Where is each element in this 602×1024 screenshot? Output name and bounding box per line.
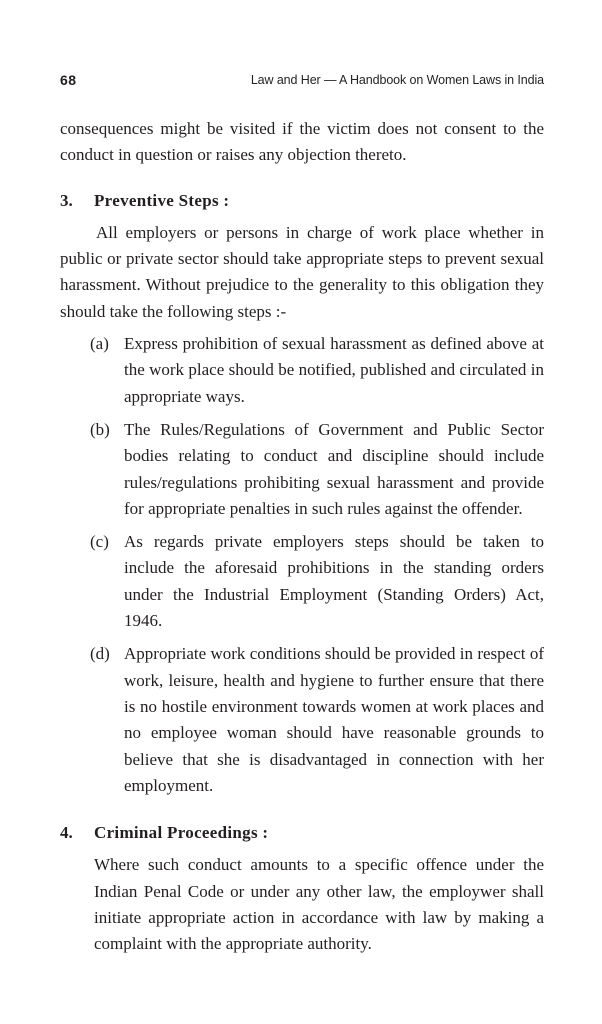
section-3-heading <box>60 188 544 214</box>
list-item <box>90 529 544 634</box>
section-3-number: 3. <box>60 190 73 210</box>
section-4-number: 4. <box>60 823 73 843</box>
running-header <box>60 72 544 94</box>
list-item <box>90 417 544 522</box>
list-item-text: Express prohibition of sexual harassment as defined above at the work place should be notified, published and circulated in appropriate ways. <box>124 334 544 406</box>
continued-paragraph: consequences might be visited if the victim does not consent to the conduct in question or raises any objection thereto. <box>60 119 544 165</box>
section-3-title: Preventive Steps : <box>94 190 230 210</box>
list-item-marker: (b) <box>90 419 110 439</box>
section-4-title: Criminal Proceedings : <box>94 823 269 843</box>
preventive-steps-list <box>60 331 544 799</box>
list-item-marker: (c) <box>90 532 109 552</box>
list-item-text: As regards private employers steps should be taken to include the aforesaid prohibitions in the standing orders under the Industrial Employment (Standing Orders) Act, 1946. <box>124 532 544 631</box>
section-3-intro: All employers or persons in charge of work place whether in public or private sector should take appropriate steps to prevent sexual harassment. Without prejudice to the generality to this obligation they should take the following steps :- <box>60 222 544 321</box>
list-item <box>90 331 544 410</box>
page-body <box>60 116 544 958</box>
list-item-text: Appropriate work conditions should be provided in respect of work, leisure, health and hygiene to further ensure that there is no hostile environment towards women at work places and no employee woman should have reasonable grounds to believe that she is disadvantaged in connection with her employment. <box>124 644 544 795</box>
list-item <box>90 641 544 799</box>
list-item-text: The Rules/Regulations of Government and Public Sector bodies relating to conduct and discipline should include rules/regulations prohibiting sexual harassment and provide for appropriate penalties in such rules against the offender. <box>124 419 544 518</box>
page-number: 68 <box>60 72 77 88</box>
list-item-marker: (d) <box>90 644 110 664</box>
section-4-heading <box>60 820 544 846</box>
section-4-body: Where such conduct amounts to a specific offence under the Indian Penal Code or under any other law, the employwer shall initiate appropriate action in accordance with law by making a complaint with the appropriate authority. <box>94 855 544 954</box>
running-book-title: Law and Her — A Handbook on Women Laws in India <box>250 73 544 87</box>
list-item-marker: (a) <box>90 334 109 354</box>
